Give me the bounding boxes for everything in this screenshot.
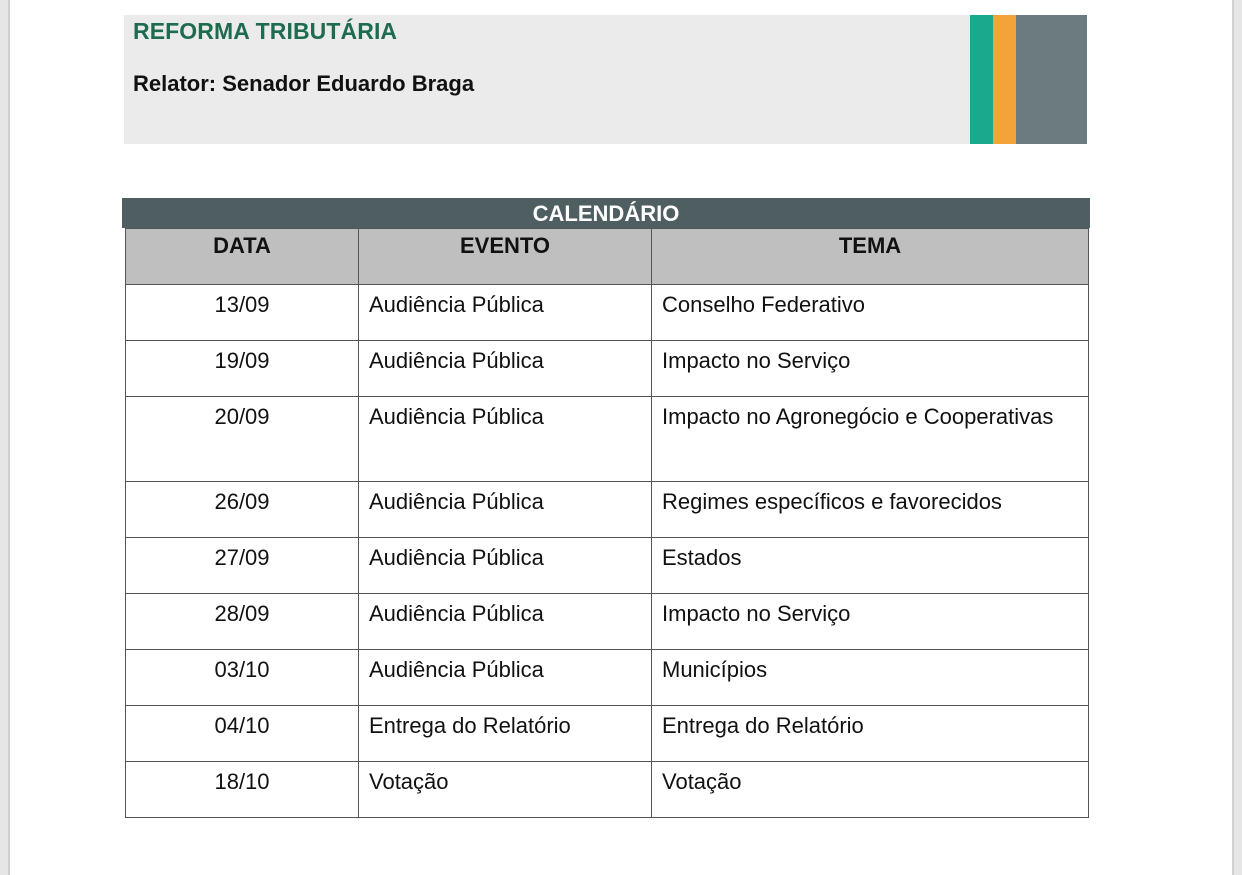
event-cell: Audiência Pública xyxy=(359,397,652,482)
table-header-row xyxy=(126,229,1089,285)
theme-cell: Impacto no Serviço xyxy=(652,594,1089,650)
date-cell: 26/09 xyxy=(126,482,359,538)
event-cell: Audiência Pública xyxy=(359,285,652,341)
table-row xyxy=(126,538,1089,594)
table-row xyxy=(126,285,1089,341)
theme-cell: Regimes específicos e favorecidos xyxy=(652,482,1089,538)
event-cell: Audiência Pública xyxy=(359,341,652,397)
rapporteur-line: Relator: Senador Eduardo Braga xyxy=(133,71,475,96)
table-row xyxy=(126,482,1089,538)
document-header xyxy=(124,15,1087,144)
date-cell: 13/09 xyxy=(126,285,359,341)
calendar-table xyxy=(125,228,1089,818)
event-cell: Audiência Pública xyxy=(359,594,652,650)
column-header-tema: TEMA xyxy=(652,229,1089,285)
calendar-title-bar: CALENDÁRIO xyxy=(122,198,1090,228)
date-cell: 03/10 xyxy=(126,650,359,706)
date-cell: 18/10 xyxy=(126,762,359,818)
column-header-data: DATA xyxy=(126,229,359,285)
date-cell: 19/09 xyxy=(126,341,359,397)
event-cell: Audiência Pública xyxy=(359,650,652,706)
event-cell: Votação xyxy=(359,762,652,818)
theme-cell: Conselho Federativo xyxy=(652,285,1089,341)
theme-cell: Municípios xyxy=(652,650,1089,706)
orange-stripe xyxy=(993,15,1016,144)
date-cell: 28/09 xyxy=(126,594,359,650)
table-row xyxy=(126,397,1089,482)
event-cell: Audiência Pública xyxy=(359,482,652,538)
table-row xyxy=(126,341,1089,397)
table-row xyxy=(126,762,1089,818)
theme-cell: Estados xyxy=(652,538,1089,594)
table-row xyxy=(126,650,1089,706)
table-row xyxy=(126,594,1089,650)
column-header-evento: EVENTO xyxy=(359,229,652,285)
theme-cell: Impacto no Serviço xyxy=(652,341,1089,397)
date-cell: 20/09 xyxy=(126,397,359,482)
theme-cell: Votação xyxy=(652,762,1089,818)
gray-stripe xyxy=(1016,15,1087,144)
date-cell: 27/09 xyxy=(126,538,359,594)
document-title: REFORMA TRIBUTÁRIA xyxy=(133,18,398,44)
event-cell: Entrega do Relatório xyxy=(359,706,652,762)
teal-stripe xyxy=(970,15,993,144)
event-cell: Audiência Pública xyxy=(359,538,652,594)
page-edge-right xyxy=(1232,0,1234,875)
table-row xyxy=(126,706,1089,762)
theme-cell: Entrega do Relatório xyxy=(652,706,1089,762)
theme-cell: Impacto no Agronegócio e Cooperativas xyxy=(652,397,1089,482)
date-cell: 04/10 xyxy=(126,706,359,762)
